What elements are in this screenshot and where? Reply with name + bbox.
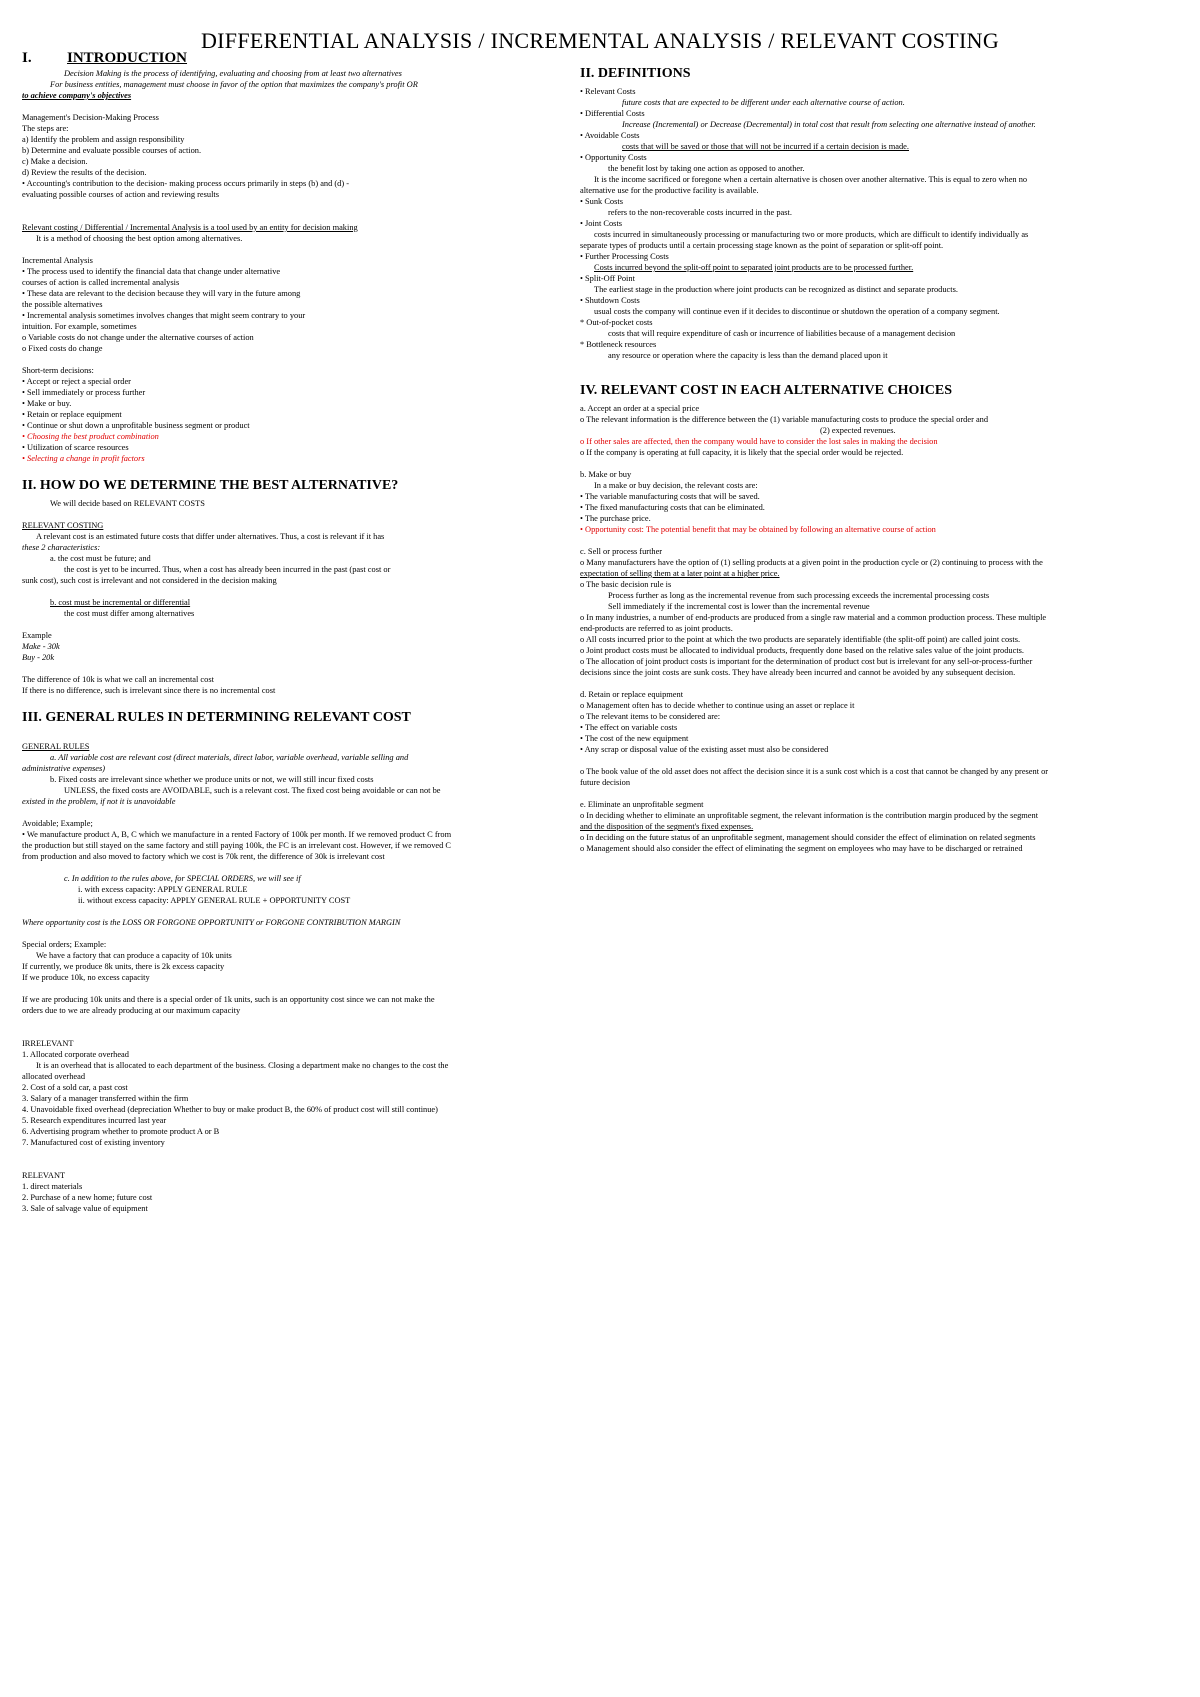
choice-line: o If other sales are affected, then the company would have to consider the lost sales in making the decision (580, 437, 938, 446)
relevant-item: 2. Purchase of a new home; future cost (22, 1193, 153, 1202)
choice-line: (2) expected revenues. (820, 426, 896, 435)
definition-line: costs that will be saved or those that will not be incurred if a certain decision is made. (622, 142, 909, 151)
general-rule: UNLESS, the fixed costs are AVOIDABLE, such is a relevant cost. The fixed cost being avoidable or can not be (64, 786, 441, 795)
choice-line: Process further as long as the incremental revenue from such processing exceeds the incremental processing costs (608, 591, 990, 600)
step-item: a) Identify the problem and assign responsibility (22, 135, 185, 144)
example-line: Make - 30k (22, 642, 60, 651)
intro-def: For business entities, management must choose in favor of the option that maximizes the company's profit OR (50, 80, 418, 89)
definition-line: • Split-Off Point (580, 274, 635, 283)
choice-line: o Management often has to decide whether to continue using an asset or replace it (580, 701, 855, 710)
special-orders-line: If we are producing 10k units and there is a special order of 1k units, such is an opportunity cost since we can not make the (22, 995, 435, 1004)
special-orders-line: If currently, we produce 8k units, there is 2k excess capacity (22, 962, 225, 971)
section-number: I. (22, 50, 32, 66)
page-title: DIFFERENTIAL ANALYSIS / INCREMENTAL ANALYSIS / RELEVANT COSTING (200, 28, 1000, 53)
relevant-costing-line: sunk cost), such cost is irrelevant and not considered in the decision making (22, 576, 277, 585)
relevant-def: Relevant costing / Differential / Incremental Analysis is a tool used by an entity for decision making (22, 223, 358, 232)
definition-line: • Shutdown Costs (580, 296, 640, 305)
definition-line: • Opportunity Costs (580, 153, 647, 162)
choice-title: c. Sell or process further (580, 547, 663, 556)
general-rules-title: GENERAL RULES (22, 742, 90, 751)
irrelevant-item: 4. Unavoidable fixed overhead (depreciation Whether to buy or make product B, the 60% of product cost will still continue) (22, 1105, 438, 1114)
short-term-title: Short-term decisions: (22, 366, 94, 375)
definition-line: Increase (Incremental) or Decrease (Decremental) in total cost that result from selecting one alternative instead of another. (622, 120, 1036, 129)
incremental-line: o Variable costs do not change under the alternative courses of action (22, 333, 254, 342)
general-rule: a. All variable cost are relevant cost (direct materials, direct labor, variable overhead, variable selling and (50, 753, 409, 762)
special-orders-line: orders due to we are already producing at our maximum capacity (22, 1006, 241, 1015)
definition-line: usual costs the company will continue even if it decides to discontinue or shutdown the operation of a company segment. (594, 307, 1000, 316)
intro-heading (22, 50, 550, 67)
incremental-line: intuition. For example, sometimes (22, 322, 137, 331)
irrelevant-title: IRRELEVANT (22, 1039, 74, 1048)
general-rule: existed in the problem, if not it is unavoidable (22, 797, 176, 806)
relevant-def: It is a method of choosing the best option among alternatives. (36, 234, 243, 243)
relevant-costing-line: b. cost must be incremental or differential (50, 598, 191, 607)
relevant-costing-line: these 2 characteristics: (22, 543, 101, 552)
choice-line: o The book value of the old asset does not affect the decision since it is a sunk cost which is a cost that cannot be changed by any present or (580, 767, 1049, 776)
incremental-title: Incremental Analysis (22, 256, 93, 265)
definition-line: * Bottleneck resources (580, 340, 657, 349)
incremental-line: • Incremental analysis sometimes involves changes that might seem contrary to your (22, 311, 306, 320)
right-column (580, 66, 1180, 854)
short-term-item: • Continue or shut down a unprofitable business segment or product (22, 421, 250, 430)
irrelevant-item: It is an overhead that is allocated to each department of the business. Closing a department make no changes to the cost the (36, 1061, 449, 1070)
special-order-rule: i. with excess capacity: APPLY GENERAL RULE (78, 885, 248, 894)
avoidable-title: Avoidable; Example; (22, 819, 93, 828)
incremental-line: the possible alternatives (22, 300, 103, 309)
steps-intro: The steps are: (22, 124, 69, 133)
choice-line: future decision (580, 778, 631, 787)
choice-title: a. Accept an order at a special price (580, 404, 700, 413)
choice-line: o The allocation of joint product costs is important for the determination of product cost but is irrelevant for any sell-or-process-further (580, 657, 1033, 666)
definition-line: * Out-of-pocket costs (580, 318, 653, 327)
short-term-item: • Utilization of scarce resources (22, 443, 129, 452)
choice-line: end-products are referred to as joint products. (580, 624, 733, 633)
definitions-heading: II. DEFINITIONS (580, 66, 691, 81)
choice-item: • The effect on variable costs (580, 723, 678, 732)
choice-line: o In many industries, a number of end-products are produced from a single raw material and a common production process. These multiple (580, 613, 1047, 622)
example-line: The difference of 10k is what we call an incremental cost (22, 675, 214, 684)
choice-item: • Any scrap or disposal value of the existing asset must also be considered (580, 745, 829, 754)
step-item: d) Review the results of the decision. (22, 168, 147, 177)
choice-line: o In deciding whether to eliminate an unprofitable segment, the relevant information is the contribution margin produced by the segment (580, 811, 1039, 820)
choice-line: o The basic decision rule is (580, 580, 672, 589)
definition-line: the benefit lost by taking one action as opposed to another. (608, 164, 805, 173)
example-line: If there is no difference, such is irrelevant since there is no incremental cost (22, 686, 276, 695)
irrelevant-item: 3. Salary of a manager transferred within the firm (22, 1094, 189, 1103)
definition-line: any resource or operation where the capacity is less than the demand placed upon it (608, 351, 888, 360)
short-term-item: • Sell immediately or process further (22, 388, 146, 397)
short-term-item: • Retain or replace equipment (22, 410, 122, 419)
choice-line: and the disposition of the segment's fixed expenses. (580, 822, 754, 831)
relevant-costing-line: a. the cost must be future; and (50, 554, 151, 563)
intro-def: Decision Making is the process of identifying, evaluating and choosing from at least two alternatives (64, 69, 402, 78)
definition-line: • Sunk Costs (580, 197, 623, 206)
choice-line: o The relevant information is the difference between the (1) variable manufacturing costs to produce the special order and (580, 415, 989, 424)
choice-line: o In deciding on the future status of an unprofitable segment, management should consider the effect of elimination on related segments (580, 833, 1036, 842)
incremental-line: o Fixed costs do change (22, 344, 103, 353)
incremental-line: • The process used to identify the financial data that change under alternative (22, 267, 281, 276)
step-item: b) Determine and evaluate possible courses of action. (22, 146, 202, 155)
choice-item: • The cost of the new equipment (580, 734, 689, 743)
choice-line: o If the company is operating at full capacity, it is likely that the special order would be rejected. (580, 448, 904, 457)
short-term-item: • Accept or reject a special order (22, 377, 131, 386)
choice-item: • The fixed manufacturing costs that can be eliminated. (580, 503, 765, 512)
definition-line: refers to the non-recoverable costs incurred in the past. (608, 208, 792, 217)
relevant-costing-line: the cost is yet to be incurred. Thus, when a cost has already been incurred in the past (past cost or (64, 565, 391, 574)
definition-line: costs that will require expenditure of cash or incurrence of liabilities because of a management decision (608, 329, 956, 338)
incremental-line: • These data are relevant to the decision because they will vary in the future among (22, 289, 301, 298)
definition-line: alternative use for the productive facility is available. (580, 186, 759, 195)
definition-line: future costs that are expected to be different under each alternative course of action. (622, 98, 905, 107)
choice-line: In a make or buy decision, the relevant costs are: (594, 481, 758, 490)
process-title: Management's Decision-Making Process (22, 113, 159, 122)
step-item: c) Make a decision. (22, 157, 88, 166)
relevant-item: 3. Sale of salvage value of equipment (22, 1204, 148, 1213)
relevant-costing-title: RELEVANT COSTING (22, 521, 104, 530)
relevant-title: RELEVANT (22, 1171, 66, 1180)
choice-item: • The variable manufacturing costs that will be saved. (580, 492, 760, 501)
section4-heading: IV. RELEVANT COST IN EACH ALTERNATIVE CHOICES (580, 383, 953, 398)
definition-line: • Further Processing Costs (580, 252, 669, 261)
step-item: • Accounting's contribution to the decision- making process occurs primarily in steps (b) and (d) - (22, 179, 350, 188)
choice-line: o Joint product costs must be allocated to individual products, frequently done based on the relative sales value of the joint products. (580, 646, 1025, 655)
section2-heading: II. HOW DO WE DETERMINE THE BEST ALTERNATIVE? (22, 478, 399, 493)
special-orders-line: We have a factory that can produce a capacity of 10k units (36, 951, 232, 960)
definition-line: • Relevant Costs (580, 87, 636, 96)
short-term-item: • Make or buy. (22, 399, 72, 408)
special-order-rule: c. In addition to the rules above, for SPECIAL ORDERS, we will see if (64, 874, 301, 883)
irrelevant-item: 5. Research expenditures incurred last year (22, 1116, 167, 1125)
definition-line: Costs incurred beyond the split-off point to separated joint products are to be processed further. (594, 263, 914, 272)
choice-title: d. Retain or replace equipment (580, 690, 684, 699)
section3-heading: III. GENERAL RULES IN DETERMINING RELEVANT COST (22, 710, 411, 725)
relevant-item: 1. direct materials (22, 1182, 83, 1191)
step-item: evaluating possible courses of action and reviewing results (22, 190, 219, 199)
choice-line: expectation of selling them at a later point at a higher price. (580, 569, 780, 578)
choice-line: o Management should also consider the effect of eliminating the segment on employees who may have to be discharged or retrained (580, 844, 1023, 853)
choice-line: Sell immediately if the incremental cost is lower than the incremental revenue (608, 602, 870, 611)
left-column (22, 50, 550, 1214)
definition-line: • Joint Costs (580, 219, 623, 228)
avoidable-line: from production and also moved to factory which we cost is 70k rent, the difference of 30k is irrelevant cost (22, 852, 385, 861)
intro-def: to achieve company's objectives (22, 91, 132, 100)
general-rule: b. Fixed costs are irrelevant since whether we produce units or not, we will still incur fixed costs (50, 775, 374, 784)
definition-line: The earliest stage in the production where joint products can be recognized as distinct and separate products. (594, 285, 958, 294)
choice-line: o Many manufacturers have the option of (1) selling products at a given point in the production cycle or (2) continuing to process with the (580, 558, 1043, 567)
irrelevant-item: allocated overhead (22, 1072, 86, 1081)
special-orders-title: Special orders; Example: (22, 940, 107, 949)
section-title: INTRODUCTION (67, 50, 188, 66)
choice-line: o All costs incurred prior to the point at which the two products are separately identifiable (the split-off point) are called joint costs. (580, 635, 1021, 644)
short-term-item: • Choosing the best product combination (22, 432, 159, 441)
avoidable-line: the production but still stayed on the same factory and still paying 100k, the FC is an irrelevant cost. However, if we removed C (22, 841, 452, 850)
irrelevant-item: 2. Cost of a sold car, a past cost (22, 1083, 128, 1092)
special-order-rule: ii. without excess capacity: APPLY GENERAL RULE + OPPORTUNITY COST (78, 896, 351, 905)
general-rule: administrative expenses) (22, 764, 106, 773)
short-term-item: • Selecting a change in profit factors (22, 454, 145, 463)
choice-line: decisions since the joint costs are sunk costs. They have already been incurred and cannot be avoided by any subsequent decision. (580, 668, 1016, 677)
definition-line: costs incurred in simultaneously processing or manufacturing two or more products, which are difficult to identify individually as (594, 230, 1029, 239)
choice-title: e. Eliminate an unprofitable segment (580, 800, 704, 809)
avoidable-line: • We manufacture product A, B, C which we manufacture in a rented Factory of 100k per month. If we removed product C from (22, 830, 452, 839)
irrelevant-item: 1. Allocated corporate overhead (22, 1050, 129, 1059)
special-orders-line: If we produce 10k, no excess capacity (22, 973, 150, 982)
example-title: Example (22, 631, 52, 640)
example-line: Buy - 20k (22, 653, 55, 662)
relevant-costing-line: A relevant cost is an estimated future costs that differ under alternatives. Thus, a cost is relevant if it has (36, 532, 385, 541)
decide-line: We will decide based on RELEVANT COSTS (50, 499, 205, 508)
choice-item: • The purchase price. (580, 514, 651, 523)
definition-line: separate types of products until a certain processing stage known as the point of separation or split-off point. (580, 241, 944, 250)
choice-item: • Opportunity cost: The potential benefit that may be obtained by following an alternative course of action (580, 525, 936, 534)
irrelevant-item: 7. Manufactured cost of existing inventory (22, 1138, 165, 1147)
relevant-costing-line: the cost must differ among alternatives (64, 609, 195, 618)
definition-line: • Differential Costs (580, 109, 645, 118)
choice-line: o The relevant items to be considered are: (580, 712, 721, 721)
definition-line: • Avoidable Costs (580, 131, 640, 140)
definition-line: It is the income sacrificed or foregone when a certain alternative is chosen over another alternative. This is equal to zero when no (594, 175, 1028, 184)
opportunity-line: Where opportunity cost is the LOSS OR FORGONE OPPORTUNITY or FORGONE CONTRIBUTION MARGIN (22, 918, 401, 927)
incremental-line: courses of action is called incremental analysis (22, 278, 180, 287)
choice-title: b. Make or buy (580, 470, 632, 479)
irrelevant-item: 6. Advertising program whether to promote product A or B (22, 1127, 220, 1136)
